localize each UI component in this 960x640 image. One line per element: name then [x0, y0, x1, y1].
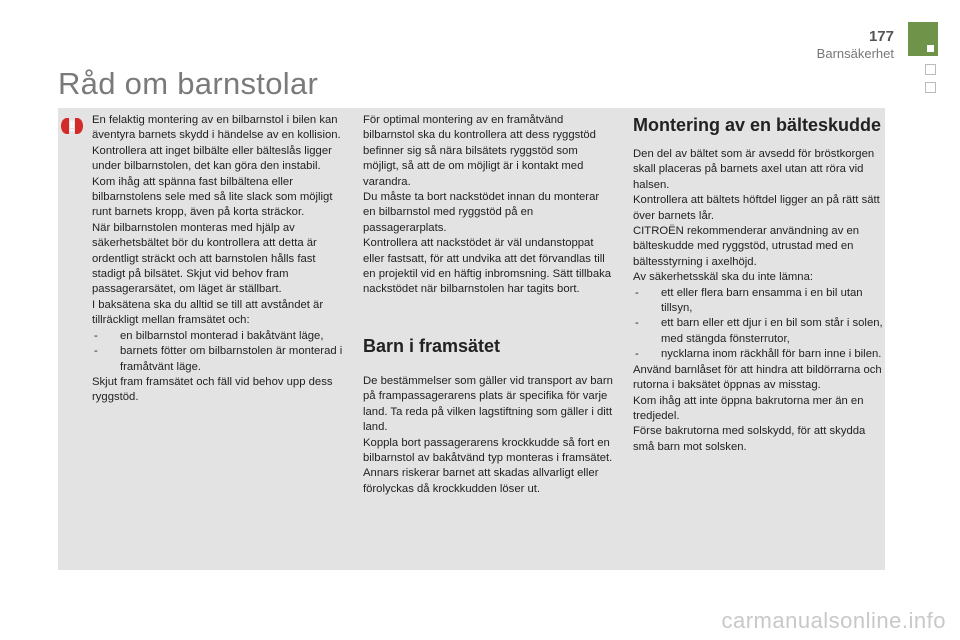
paragraph: När bilbarnstolen monteras med hjälp av säkerhetsbältet bör du kontrollera att detta är ordentligt sträckt och att barnstolen hålls fast stadigt på bilsätet. Skjut vid behov fram passagerarsätet, om läget är ställbart. [92, 221, 317, 296]
list-item: - nycklarna inom räckhåll för barn inne i bilen. [633, 347, 883, 362]
front-seat-column [363, 113, 613, 497]
paragraph: De bestämmelser som gäller vid transport av barn på frampassagerarens plats är specifika för varje land. Ta reda på vilken lagstiftning som gäller i ditt land. [363, 374, 613, 434]
paragraph: Du måste ta bort nackstödet innan du monterar en bilbarnstol med ryggstöd på en passagerarplats. [363, 191, 600, 234]
page-title: Råd om barnstolar [58, 66, 319, 101]
list-item: - ett eller flera barn ensamma i en bil utan tillsyn, [633, 286, 883, 317]
paragraph: En felaktig montering av en bilbarnstol i bilen kan äventyra barnets skydd i händelse av en kollision. [92, 114, 341, 142]
list-item: - barnets fötter om bilbarnstolen är monterad i framåtvänt läge. [92, 344, 344, 375]
list-item: - en bilbarnstol monterad i bakåtvänt läge, [92, 329, 344, 344]
paragraph: Koppla bort passagerarens krockkudde så fort en bilbarnstol av bakåtvänd typ monteras i framsätet. [363, 436, 613, 464]
paragraph: För optimal montering av en framåtvänd bilbarnstol ska du kontrollera att dess ryggstöd befinner sig så nära bilsätets ryggstöd som möjligt, så att de om möjligt är i kontakt med varandra. [363, 114, 596, 188]
paragraph: I baksätena ska du alltid se till att avståndet är tillräckligt mellan framsätet och: [92, 298, 324, 327]
section-heading: Montering av en bälteskudde [633, 115, 882, 135]
paragraph: Kontrollera att bältets höftdel ligger an på rätt sätt över barnets lår. [633, 194, 880, 222]
watermark: carmanualsonline.info [721, 608, 946, 633]
page-number: 177 [868, 28, 894, 45]
double-exclamation-warning-icon [61, 117, 83, 135]
chapter-tab-outline [925, 64, 936, 75]
chapter-tab-active [908, 22, 938, 56]
paragraph: CITROËN rekommenderar användning av en bälteskudde med ryggstöd, utrustad med en bältesstyrning i axelhöjd. [633, 225, 860, 268]
warning-text-column [92, 113, 344, 406]
paragraph: Använd barnlåset för att hindra att bildörrarna och rutorna i baksätet öppnas av misstag. [633, 363, 882, 392]
list-item: - ett barn eller ett djur i en bil som står i solen, med stängda fönsterrutor, [633, 316, 883, 347]
section-heading: Barn i framsätet [363, 335, 501, 356]
chapter-tab-outline [925, 82, 936, 93]
booster-seat-column [633, 115, 883, 455]
section-name: Barnsäkerhet [816, 46, 894, 61]
paragraph: Skjut fram framsätet och fäll vid behov upp dess ryggstöd. [92, 375, 333, 404]
paragraph: Av säkerhetsskäl ska du inte lämna: [633, 271, 814, 284]
paragraph: Kontrollera att inget bilbälte eller bälteslås ligger under bilbarnstolen, det kan göra den instabil. [92, 144, 332, 173]
paragraph: Den del av bältet som är avsedd för bröstkorgen skall placeras på barnets axel utan att röra vid halsen. [633, 148, 875, 191]
paragraph: Kontrollera att nackstödet är väl undanstoppat eller fastsatt, för att undvika att det förvandlas till en projektil vid en häftig inbromsning. Sätt tillbaka nackstödet när bilbarnstolen har tagits bort. [363, 237, 612, 296]
paragraph: Kom ihåg att inte öppna bakrutorna mer än en tredjedel. [633, 394, 864, 422]
paragraph: Annars riskerar barnet att skadas allvarligt eller förolyckas då krockkudden löser ut. [363, 467, 599, 495]
paragraph: Kom ihåg att spänna fast bilbältena eller bilbarnstolens sele med så lite slack som möjligt runt barnets kropp, även på korta sträckor. [92, 175, 333, 219]
paragraph: Förse bakrutorna med solskydd, för att skydda små barn mot solsken. [633, 425, 866, 453]
